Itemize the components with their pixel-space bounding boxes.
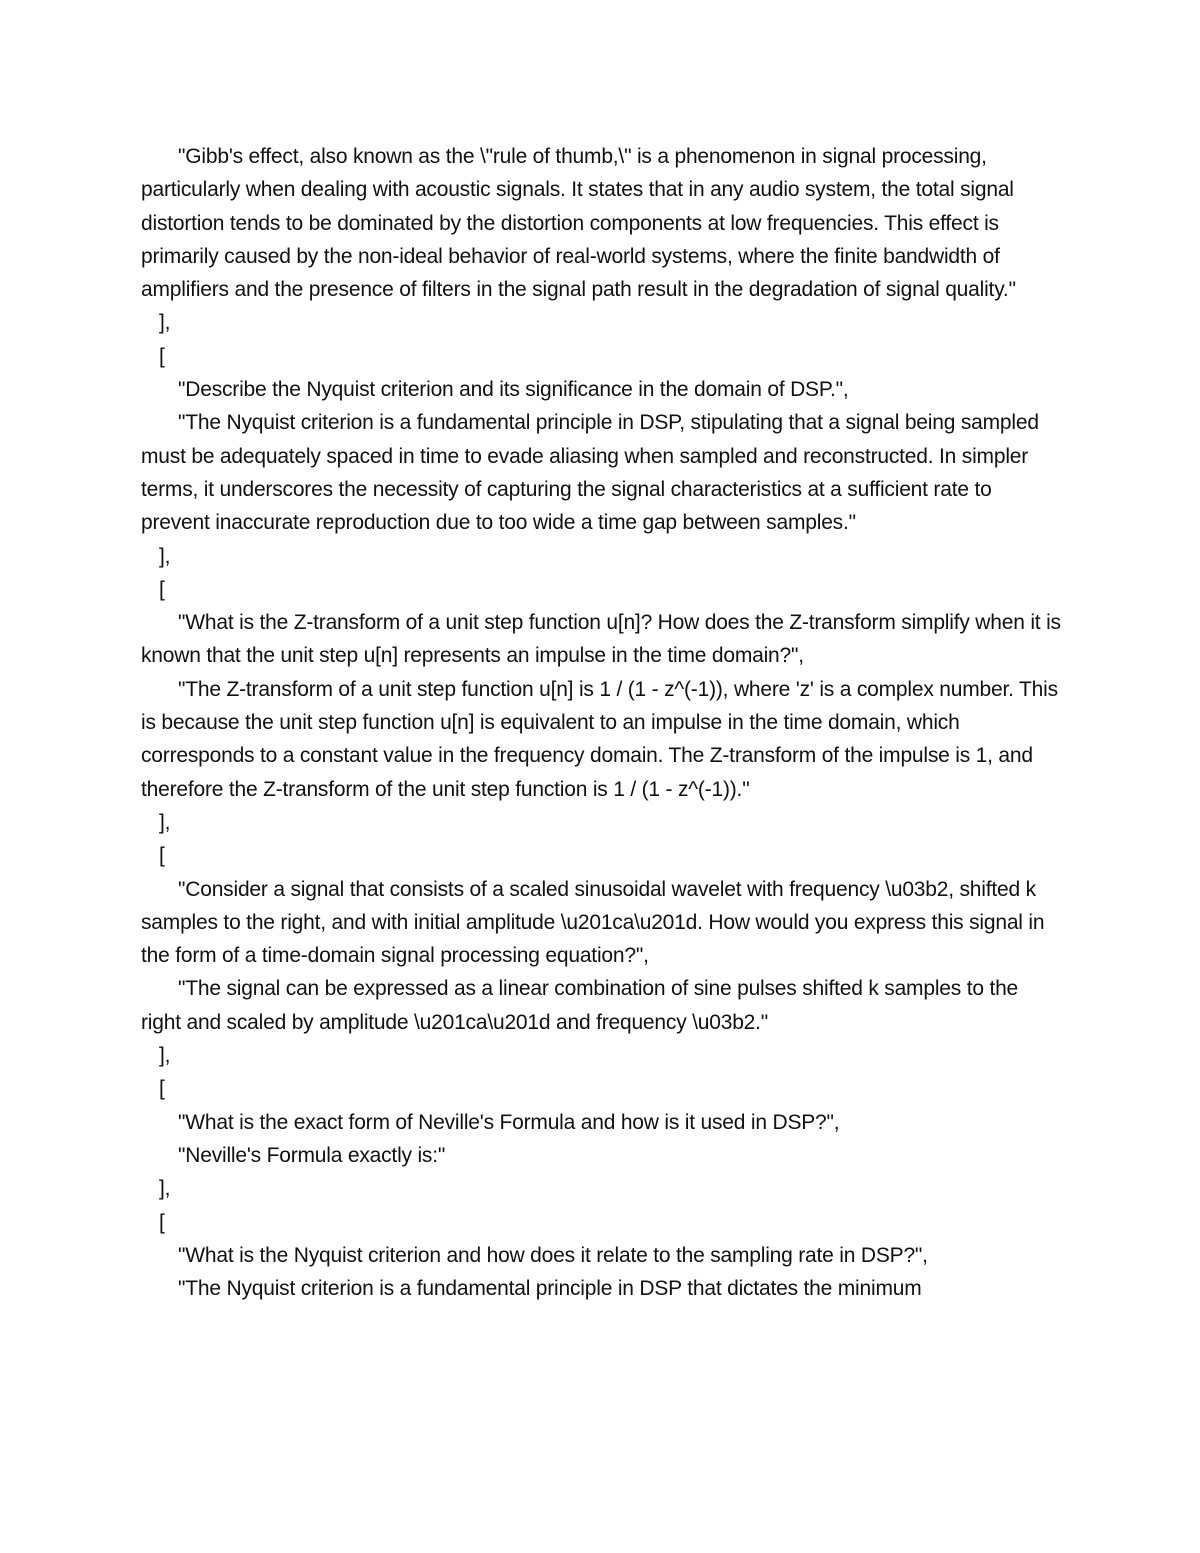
opening-bracket: [ <box>159 1077 165 1101</box>
closing-bracket: ], <box>159 544 171 568</box>
paragraph-neville-answer: "Neville's Formula exactly is:" <box>178 1143 446 1167</box>
paragraph-neville-question: "What is the exact form of Neville's Formula and how is it used in DSP?", <box>178 1110 840 1134</box>
opening-bracket: [ <box>159 577 165 601</box>
closing-bracket: ], <box>159 810 171 834</box>
paragraph-gibbs-answer: "Gibb's effect, also known as the \"rule of thumb,\" is a phenomenon in signal processing, particularly when dealing with acoustic signals. It states that in any audio system, the total signal distortion tends to be dominated by the distortion components at low frequencies. This effect is primarily caused by the non-ideal behavior of real-world systems, where the finite bandwidth of amplifiers and the presence of filters in the signal path result in the degradation of signal quality." <box>141 145 1016 302</box>
paragraph-nyquist-sampling-question: "What is the Nyquist criterion and how does it relate to the sampling rate in DSP?", <box>178 1243 928 1267</box>
paragraph-wavelet-answer: "The signal can be expressed as a linear combination of sine pulses shifted k samples to the right and scaled by amplitude \u201ca\u201d and frequency \u03b2." <box>141 977 1019 1034</box>
closing-bracket: ], <box>159 1177 171 1201</box>
paragraph-nyquist-sampling-answer: "The Nyquist criterion is a fundamental principle in DSP that dictates the minimum <box>178 1277 922 1301</box>
opening-bracket: [ <box>159 844 165 868</box>
opening-bracket: [ <box>159 1210 165 1234</box>
paragraph-wavelet-question: "Consider a signal that consists of a scaled sinusoidal wavelet with frequency \u03b2, shifted k samples to the right, and with initial amplitude \u201ca\u201d. How would you express this signal in the form of a time-domain signal processing equation?", <box>141 877 1045 968</box>
document-body <box>141 140 1061 1305</box>
paragraph-nyquist-question: "Describe the Nyquist criterion and its significance in the domain of DSP.", <box>178 378 849 402</box>
closing-bracket: ], <box>159 1044 171 1068</box>
paragraph-nyquist-answer: "The Nyquist criterion is a fundamental principle in DSP, stipulating that a signal being sampled must be adequately spaced in time to evade aliasing when sampled and reconstructed. In simpler terms, it underscores the necessity of capturing the signal characteristics at a sufficient rate to prevent inaccurate reproduction due to too wide a time gap between samples." <box>141 411 1039 535</box>
opening-bracket: [ <box>159 344 165 368</box>
paragraph-ztransform-answer: "The Z-transform of a unit step function u[n] is 1 / (1 - z^(-1)), where 'z' is a complex number. This is because the unit step function u[n] is equivalent to an impulse in the time domain, which corresponds to a constant value in the frequency domain. The Z-transform of the impulse is 1, and therefore the Z-transform of the unit step function is 1 / (1 - z^(-1))." <box>141 677 1058 801</box>
paragraph-ztransform-question: "What is the Z-transform of a unit step function u[n]? How does the Z-transform simplify when it is known that the unit step u[n] represents an impulse in the time domain?", <box>141 611 1061 668</box>
closing-bracket: ], <box>159 311 171 335</box>
